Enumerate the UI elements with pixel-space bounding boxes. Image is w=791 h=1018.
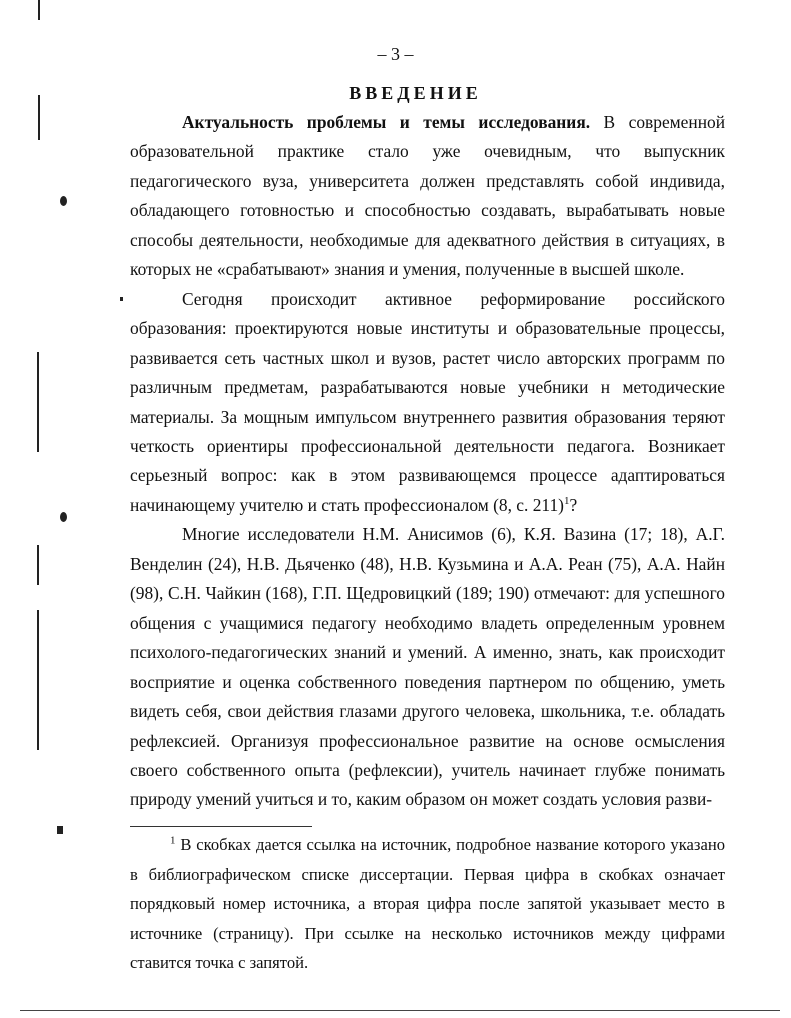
page-number: – 3 – xyxy=(377,44,414,64)
paragraph-2-end: ? xyxy=(569,494,578,515)
footnote-reference: 1 xyxy=(563,495,570,508)
bottom-rule xyxy=(20,1010,780,1011)
footnote-divider xyxy=(130,826,312,827)
paragraph-3 xyxy=(130,520,725,815)
page-title: ВВЕДЕНИЕ xyxy=(349,83,482,103)
scan-artifact xyxy=(37,352,39,452)
paragraph-1-text: В современной образовательной практике стало уже очевидным, что выпускник педагогического вуза, университета должен представлять собой индивида, обладающего готовностью и способностью создавать, вырабатывать новые способы деятельности, необходимые для адекватного действия в ситуациях, в которых не «срабатывают» знания и умения, полученные в высшей школе. xyxy=(130,112,725,280)
scan-artifact xyxy=(37,610,39,750)
scan-artifact xyxy=(60,512,67,522)
paragraph-1 xyxy=(130,108,725,285)
scan-artifact xyxy=(60,196,67,206)
scan-artifact xyxy=(38,95,40,140)
scan-artifact xyxy=(120,297,123,301)
paragraph-2 xyxy=(130,285,725,521)
paragraph-lead: Актуальность проблемы и темы исследования. xyxy=(182,112,591,132)
scan-artifact xyxy=(57,826,63,834)
scan-artifact xyxy=(38,0,40,20)
footnote xyxy=(130,830,725,978)
paragraph-3-text: Многие исследователи Н.М. Анисимов (6), К.Я. Вазина (17; 18), А.Г. Венделин (24), Н.В. Дьяченко (48), Н.В. Кузьмина и А.А. Реан (75), А.А. Найн (98), С.Н. Чайкин (168), Г.П. Щедровицкий (189; 190) отмечают: для успешного общения с учащимися педагогу необходимо владеть определенным уровнем психолого-педагогических знаний и умений. А именно, знать, как происходит восприятие и оценка собственного поведения партнером по общению, уметь видеть себя, свои действия глазами другого человека, школьника, т.е. обладать рефлексией. Организуя профессиональное развитие на основе осмысления своего собственного опыта (рефлексии), учитель начинает глубже понимать природу умений учиться и то, каким образом он может создать условия разви- xyxy=(130,524,725,810)
body-text xyxy=(130,108,725,815)
scan-artifact xyxy=(37,545,39,585)
paragraph-2-text: Сегодня происходит активное реформирование российского образования: проектируются новые институты и образовательные процессы, развивается сеть частных школ и вузов, растет число авторских программ по различным предметам, разрабатываются новые учебники н методические материалы. За мощным импульсом внутреннего развития образования теряют четкость ориентиры профессиональной деятельности педагога. Возникает серьезный вопрос: как в этом развивающемся процессе адаптироваться начинающему учителю и стать профессионалом (8, с. 211) xyxy=(130,288,725,515)
footnote-text: В скобках дается ссылка на источник, подробное название которого указано в библиографическом списке диссертации. Первая цифра в скобках означает порядковый номер источника, а вторая цифра после запятой указывает место в источнике (страницу). При ссылке на несколько источников между цифрами ставится точка с запятой. xyxy=(130,835,725,972)
footnote-marker: 1 xyxy=(170,834,176,847)
